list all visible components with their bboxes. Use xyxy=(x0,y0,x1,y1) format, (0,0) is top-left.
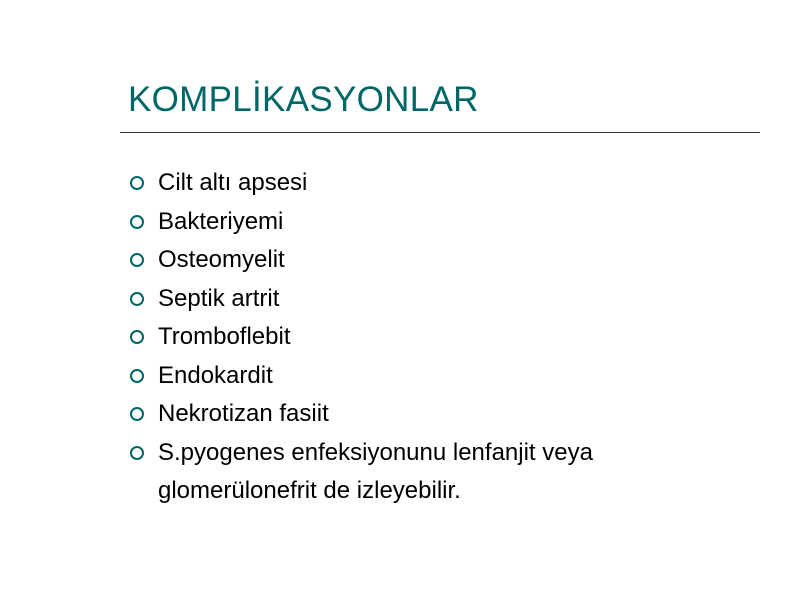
bullet-item xyxy=(128,318,728,357)
hollow-circle-bullet-icon xyxy=(130,176,144,190)
hollow-circle-bullet-icon xyxy=(130,292,144,306)
hollow-circle-bullet-icon xyxy=(130,330,144,344)
bullet-text: Nekrotizan fasiit xyxy=(158,400,329,427)
bullet-text: Tromboflebit xyxy=(158,323,291,350)
bullet-item xyxy=(128,434,728,511)
hollow-circle-bullet-icon xyxy=(130,253,144,267)
bullet-list xyxy=(128,164,728,511)
bullet-item xyxy=(128,241,728,280)
hollow-circle-bullet-icon xyxy=(130,369,144,383)
bullet-text: Cilt altı apsesi xyxy=(158,169,308,196)
hollow-circle-bullet-icon xyxy=(130,215,144,229)
bullet-item xyxy=(128,395,728,434)
bullet-item xyxy=(128,164,728,203)
bullet-item xyxy=(128,280,728,319)
title-divider xyxy=(120,132,760,133)
hollow-circle-bullet-icon xyxy=(130,407,144,421)
slide-title: KOMPLİKASYONLAR xyxy=(128,80,479,119)
hollow-circle-bullet-icon xyxy=(130,446,144,460)
bullet-item xyxy=(128,203,728,242)
bullet-text: Endokardit xyxy=(158,361,273,389)
bullet-text: Osteomyelit xyxy=(158,246,285,273)
bullet-text: Septik artrit xyxy=(158,284,280,312)
bullet-text: S.pyogenes enfeksiyonunu lenfanjit veya glomerülonefrit de izleyebilir. xyxy=(158,438,593,504)
bullet-text: Bakteriyemi xyxy=(158,207,284,235)
bullet-item xyxy=(128,357,728,396)
